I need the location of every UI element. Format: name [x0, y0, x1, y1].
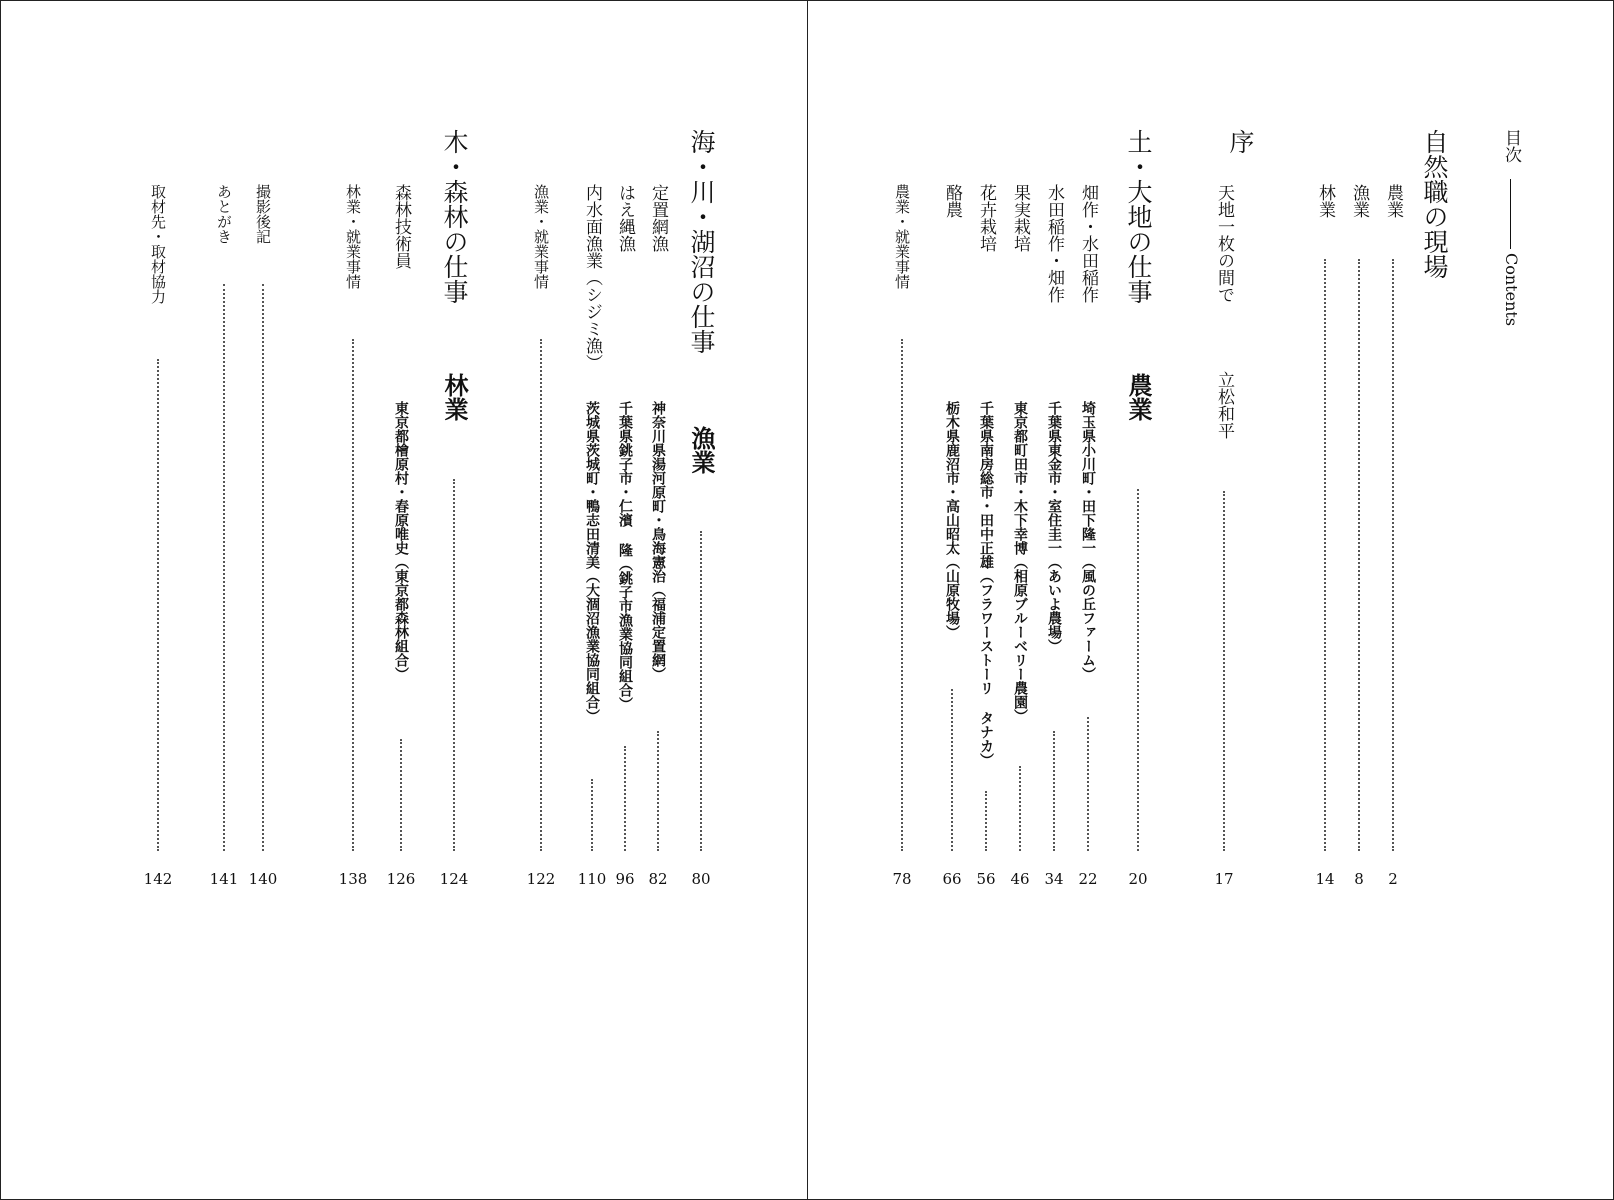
toc-entry-satsuei-koki[interactable]	[246, 1, 280, 1199]
toc-entry-page: 14	[1315, 870, 1335, 888]
toc-entry-title: 水田稲作・畑作	[1044, 184, 1064, 303]
leader-dots	[1392, 259, 1394, 851]
toc-entry-page: 66	[942, 870, 962, 888]
toc-entry-nogyo-photo[interactable]	[1376, 1, 1410, 1199]
toc-entry-title: 酪農	[942, 184, 962, 218]
toc-entry-suiden[interactable]	[1037, 1, 1071, 1199]
toc-entry-kaki[interactable]	[969, 1, 1003, 1199]
toc-entry-page: 34	[1044, 870, 1064, 888]
leader-dots	[157, 359, 159, 851]
toc-entry-page: 96	[615, 870, 635, 888]
leader-dots	[700, 531, 702, 851]
leader-dots	[400, 739, 402, 851]
toc-entry-page: 22	[1078, 870, 1098, 888]
leader-dots	[657, 731, 659, 851]
leader-dots	[1053, 731, 1055, 851]
leader-dots	[901, 339, 903, 851]
toc-entry-category: 林業	[440, 373, 469, 421]
toc-entry-title: 天地一枚の間で	[1214, 184, 1234, 303]
toc-entry-fishing-chapter[interactable]	[684, 1, 718, 1199]
toc-entry-sub: 千葉県銚子市・仁濱 隆（銚子市漁業協同組合）	[617, 401, 633, 711]
left-page	[1, 1, 807, 1199]
toc-entry-fishing-employment[interactable]	[524, 1, 558, 1199]
toc-entry-page: 17	[1214, 870, 1234, 888]
leader-dots	[1358, 259, 1360, 851]
toc-entry-page: 124	[439, 870, 469, 888]
toc-entry-title: 果実栽培	[1010, 184, 1030, 252]
toc-entry-title: はえ縄漁	[615, 184, 635, 252]
toc-entry-sub: 立松和平	[1214, 371, 1234, 439]
toc-entry-naisuimen[interactable]	[575, 1, 609, 1199]
toc-entry-shuzaisaki[interactable]	[141, 1, 175, 1199]
toc-entry-forestry-employment[interactable]	[336, 1, 370, 1199]
toc-entry-title: 花卉栽培	[976, 184, 996, 252]
leader-dots	[1087, 717, 1089, 851]
toc-entry-title: 内水面漁業（シジミ漁）	[582, 184, 602, 371]
toc-entry-title: 序	[1226, 129, 1255, 154]
toc-entry-shizenshoku[interactable]	[1417, 1, 1451, 1199]
toc-entry-page: 8	[1354, 870, 1364, 888]
leader-dots	[951, 689, 953, 851]
toc-entry-title: 漁業・就業事情	[532, 184, 550, 289]
toc-entry-title: 撮影後記	[254, 184, 272, 244]
toc-entry-page: 140	[248, 870, 278, 888]
toc-entry-teichiami[interactable]	[641, 1, 675, 1199]
toc-entry-title: 土・大地の仕事	[1124, 129, 1153, 304]
toc-entry-shinrin-gijutsuin[interactable]	[384, 1, 418, 1199]
leader-dots	[1137, 489, 1139, 851]
leader-dots	[1223, 491, 1225, 851]
toc-entry-page: 46	[1010, 870, 1030, 888]
toc-entry-sub: 栃木県鹿沼市・高山昭太（山原牧場）	[944, 401, 960, 639]
toc-subtitle: Contents	[1502, 253, 1521, 327]
toc-title: 目次	[1501, 129, 1521, 163]
toc-entry-page: 20	[1128, 870, 1148, 888]
leader-dots	[453, 479, 455, 851]
toc-entry-page: 78	[892, 870, 912, 888]
toc-entry-title: 農業・就業事情	[893, 184, 911, 289]
toc-entry-page: 110	[577, 870, 607, 888]
toc-entry-title: 林業・就業事情	[344, 184, 362, 289]
toc-entry-page: 138	[338, 870, 368, 888]
toc-entry-kajitsu[interactable]	[1003, 1, 1037, 1199]
toc-entry-page: 2	[1388, 870, 1398, 888]
toc-entry-title: 林業	[1315, 184, 1335, 218]
toc-entry-title: 森林技術員	[391, 184, 411, 269]
toc-entry-haenawa[interactable]	[608, 1, 642, 1199]
toc-entry-atogaki[interactable]	[207, 1, 241, 1199]
toc-entry-sub: 東京都町田市・木下幸博（相原ブルーベリー農園）	[1012, 401, 1028, 723]
leader-dots	[352, 339, 354, 851]
toc-entry-hatasaku[interactable]	[1071, 1, 1105, 1199]
toc-entry-sub: 千葉県東金市・室住圭一（あいよ農場）	[1046, 401, 1062, 653]
leader-dots	[262, 284, 264, 851]
toc-entry-page: 142	[143, 870, 173, 888]
toc-entry-page: 80	[691, 870, 711, 888]
leader-dots	[591, 779, 593, 851]
leader-dots	[1019, 766, 1021, 851]
toc-entry-title: あとがき	[215, 184, 233, 244]
toc-entry-title: 定置網漁	[648, 184, 668, 252]
toc-entry-sub: 千葉県南房総市・田中正雄（フラワーストーリ タナカ）	[978, 401, 994, 767]
toc-entry-forest-chapter[interactable]	[437, 1, 471, 1199]
leader-dots	[540, 339, 542, 851]
toc-entry-rakuno[interactable]	[935, 1, 969, 1199]
toc-entry-title: 農業	[1383, 184, 1403, 218]
toc-entry-page: 126	[386, 870, 416, 888]
toc-entry-page: 56	[976, 870, 996, 888]
toc-entry-sub: 神奈川県湯河原町・鳥海憲治（福浦定置網）	[650, 401, 666, 681]
toc-entry-sub: 埼玉県小川町・田下隆一（風の丘ファーム）	[1080, 401, 1096, 681]
toc-entry-title: 木・森林の仕事	[440, 129, 469, 304]
toc-entry-sub: 東京都檜原村・春原唯史（東京都森林組合）	[393, 401, 409, 681]
toc-entry-sub: 茨城県茨城町・鴨志田清美（大涸沼漁業協同組合）	[584, 401, 600, 723]
toc-entry-title: 漁業	[1349, 184, 1369, 218]
toc-entry-page: 141	[209, 870, 239, 888]
toc-entry-nogyo-chapter[interactable]	[1121, 1, 1155, 1199]
toc-heading	[1494, 1, 1528, 1199]
toc-entry-category: 農業	[1124, 373, 1153, 421]
leader-dots	[624, 746, 626, 851]
leader-dots	[985, 791, 987, 851]
toc-entry-title: 取材先・取材協力	[149, 184, 167, 304]
toc-entry-gyogyo-photo[interactable]	[1342, 1, 1376, 1199]
toc-entry-ringyo-photo[interactable]	[1308, 1, 1342, 1199]
leader-dots	[1324, 259, 1326, 851]
title-dash	[1510, 179, 1511, 249]
right-page	[808, 1, 1613, 1199]
toc-entry-title: 畑作・水田稲作	[1078, 184, 1098, 303]
toc-entry-nogyo-employment[interactable]	[885, 1, 919, 1199]
toc-entry-category: 漁業	[687, 426, 716, 474]
toc-entry-title: 海・川・湖沼の仕事	[687, 129, 716, 354]
toc-entry-page: 122	[526, 870, 556, 888]
leader-dots	[223, 284, 225, 851]
toc-entry-page: 82	[648, 870, 668, 888]
toc-entry-tenchi[interactable]	[1207, 1, 1241, 1199]
toc-entry-title: 自然職の現場	[1420, 129, 1449, 279]
